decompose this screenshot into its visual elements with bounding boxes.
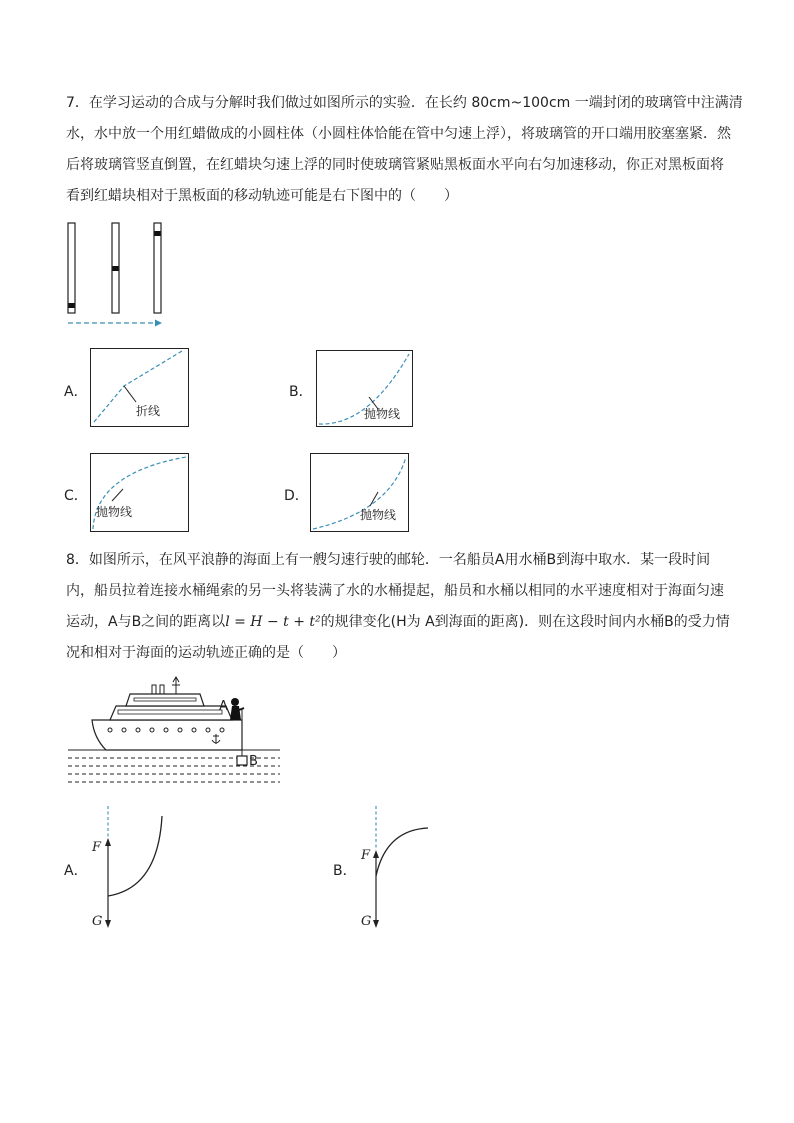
- q7-option-c-curve-label: 抛物线: [96, 505, 133, 519]
- crew-member-body: [230, 706, 241, 720]
- q7-option-d-label: D．: [284, 488, 309, 504]
- wax-block-1: [69, 303, 75, 308]
- question-8-text: [66, 545, 734, 669]
- bucket-b: [237, 756, 247, 765]
- ship-hull: [92, 720, 242, 750]
- crew-member-head: [231, 698, 239, 706]
- question-7-text: [66, 88, 743, 212]
- ship-label-b: B: [249, 754, 258, 769]
- q8-option-b-graph: [356, 802, 446, 932]
- wax-block-3: [155, 231, 161, 236]
- ship-label-a: A: [219, 699, 228, 714]
- q8-line-2: 内，船员拉着连接水桶绳索的另一头将装满了水的水桶提起，船员和水桶以相同的水平速度相对于海面匀速: [66, 583, 724, 599]
- q7-option-b-curve-label: 抛物线: [364, 407, 401, 421]
- force-f-label: F: [92, 840, 102, 855]
- q8-line-4: 况和相对于海面的运动轨迹正确的是（ ）: [66, 645, 346, 661]
- q8-line-3-pre: 运动，A与B之间的距离以: [66, 614, 226, 630]
- trajectory-curve: [376, 828, 428, 876]
- ship-figure: [66, 672, 282, 790]
- q7-line-4: 看到红蜡块相对于黑板面的移动轨迹可能是右下图中的（ ）: [66, 188, 458, 204]
- q7-option-d-graph: [310, 453, 410, 533]
- q7-option-d-curve-label: 抛物线: [360, 508, 397, 522]
- q7-option-c-graph: [90, 453, 190, 533]
- q7-option-b-label: B．: [289, 384, 313, 400]
- q7-line-3: 后将玻璃管竖直倒置，在红蜡块匀速上浮的同时使玻璃管紧贴黑板面水平向右匀加速移动，你正对黑板面将: [66, 157, 724, 173]
- tube-3: [154, 223, 161, 313]
- q8-option-a-label: A．: [64, 863, 88, 879]
- q8-line-1: 8．如图所示，在风平浪静的海面上有一艘匀速行驶的邮轮．一名船员A用水桶B到海中取水．某一段时间: [66, 552, 711, 568]
- q7-option-a-curve-label: 折线: [136, 404, 161, 418]
- q8-line-3-post: 的规律变化(H为 A到海面的距离)．则在这段时间内水桶B的受力情: [320, 614, 730, 630]
- q7-line-1: 7．在学习运动的合成与分解时我们做过如图所示的实验．在长约 80cm~100cm 一端封闭的玻璃管中注满清: [66, 95, 743, 111]
- q7-line-2: 水，水中放一个用红蜡做成的小圆柱体（小圆柱体恰能在管中匀速上浮），将玻璃管的开口端用胶塞塞紧．然: [66, 126, 731, 142]
- force-f-label: F: [361, 848, 371, 863]
- q7-option-b-graph: [316, 350, 414, 428]
- wax-block-2: [113, 266, 119, 271]
- q7-option-a-graph: [90, 348, 190, 428]
- q8-option-a-graph: [86, 802, 176, 932]
- motion-arrow-head: [155, 320, 162, 327]
- force-g-label: G: [361, 914, 372, 929]
- force-g-label: G: [92, 914, 103, 929]
- q8-formula: l = H − t + t²: [225, 614, 321, 630]
- q8-line-3: [66, 607, 734, 638]
- trajectory-curve: [108, 816, 162, 896]
- tube-1: [68, 223, 75, 313]
- glass-tube-figure: [60, 220, 180, 332]
- q8-option-b-label: B．: [333, 863, 357, 879]
- q7-option-c-label: C．: [64, 488, 88, 504]
- q7-option-a-label: A．: [64, 384, 88, 400]
